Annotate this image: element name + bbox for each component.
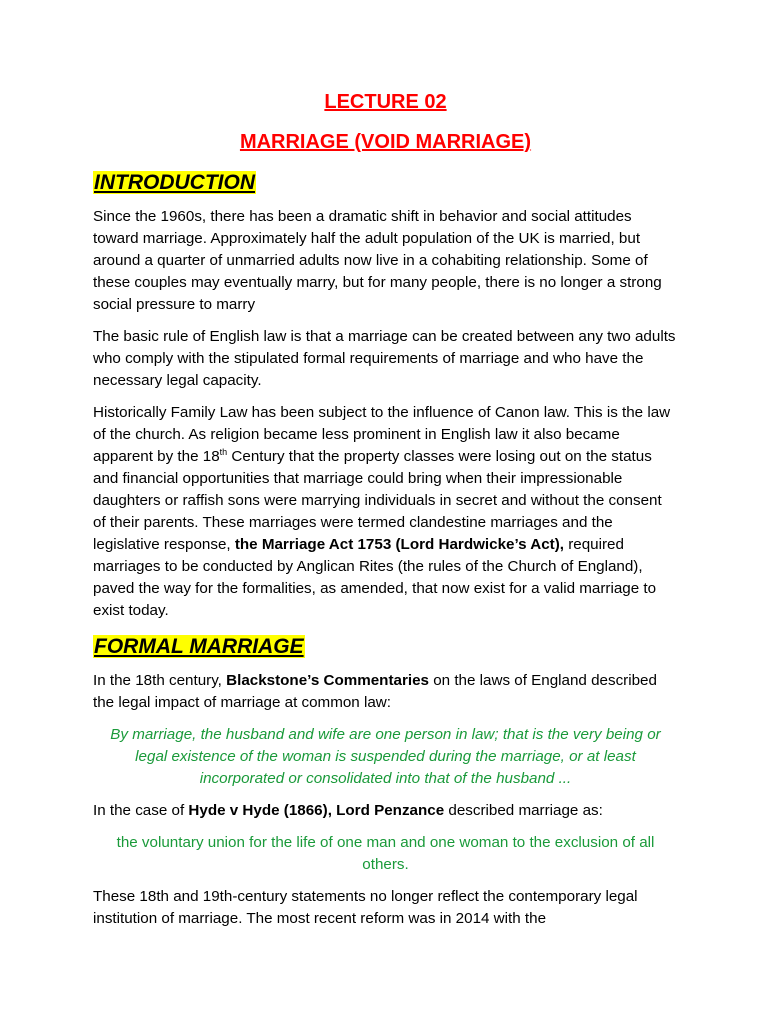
formal-paragraph-3: These 18th and 19th-century statements no longer reflect the contemporary legal institution of marriage. The most recent reform was in 2014 with the (93, 888, 638, 927)
penzance-quote: the voluntary union for the life of one man and one woman to the exclusion of all others. (116, 834, 655, 873)
introduction-heading (93, 168, 678, 198)
intro-paragraph-1: Since the 1960s, there has been a dramatic shift in behavior and social attitudes toward marriage. Approximately half the adult population of the UK is married, but around a quarter of unmarried adults now live in a cohabiting relationship. Some of these couples may eventually marry, but for many people, there is no longer a strong social pressure to marry (93, 208, 662, 313)
intro-paragraph-3 (93, 402, 678, 622)
intro-p3-text-2: Century that the property classes were losing out on the status and financial opportunities that marriage could bring when their impressionable daughters or raffish sons were marrying individuals in secret and without the consent of their parents. These marriages were termed clandestine marriages and the legislative response, (93, 448, 662, 553)
formal-marriage-heading-text: FORMAL MARRIAGE (94, 635, 304, 658)
introduction-heading-text: INTRODUCTION (94, 171, 255, 194)
intro-p3-superscript: th (219, 446, 228, 457)
intro-p3-text-3: required marriages to be conducted by Anglican Rites (the rules of the Church of England), paved the way for the formalities, as amended, that now exist for a valid marriage to exist today. (93, 536, 657, 619)
formal-paragraph-1 (93, 670, 678, 714)
formal-p2-text-2: described marriage as: (444, 802, 603, 819)
intro-paragraph-2: The basic rule of English law is that a marriage can be created between any two adults who comply with the stipulated formal requirements of marriage and who have the necessary legal capacity. (93, 328, 676, 389)
lecture-title: LECTURE 02 (324, 91, 447, 113)
hyde-case-citation: Hyde v Hyde (1866), Lord Penzance (188, 802, 445, 819)
formal-p1-text-2: on the laws of England described the legal impact of marriage at common law: (93, 672, 657, 711)
formal-marriage-heading (93, 632, 678, 662)
document-page (93, 88, 678, 940)
blackstone-quote: By marriage, the husband and wife are one person in law; that is the very being or legal existence of the woman is suspended during the marriage, or at least incorporated or consolidated into that of the husband ... (110, 726, 661, 787)
blackstone-citation: Blackstone’s Commentaries (226, 672, 429, 689)
formal-p1-text-1: In the 18th century, (93, 672, 227, 689)
document-subtitle: MARRIAGE (VOID MARRIAGE) (239, 131, 532, 153)
formal-p2-text-1: In the case of (93, 802, 189, 819)
formal-paragraph-2 (93, 800, 678, 822)
intro-p3-text-1: Historically Family Law has been subject to the influence of Canon law. This is the law of the church. As religion became less prominent in English law it also became apparent by the 18 (93, 404, 671, 465)
marriage-act-citation: the Marriage Act 1753 (Lord Hardwicke’s Act), (234, 536, 564, 553)
